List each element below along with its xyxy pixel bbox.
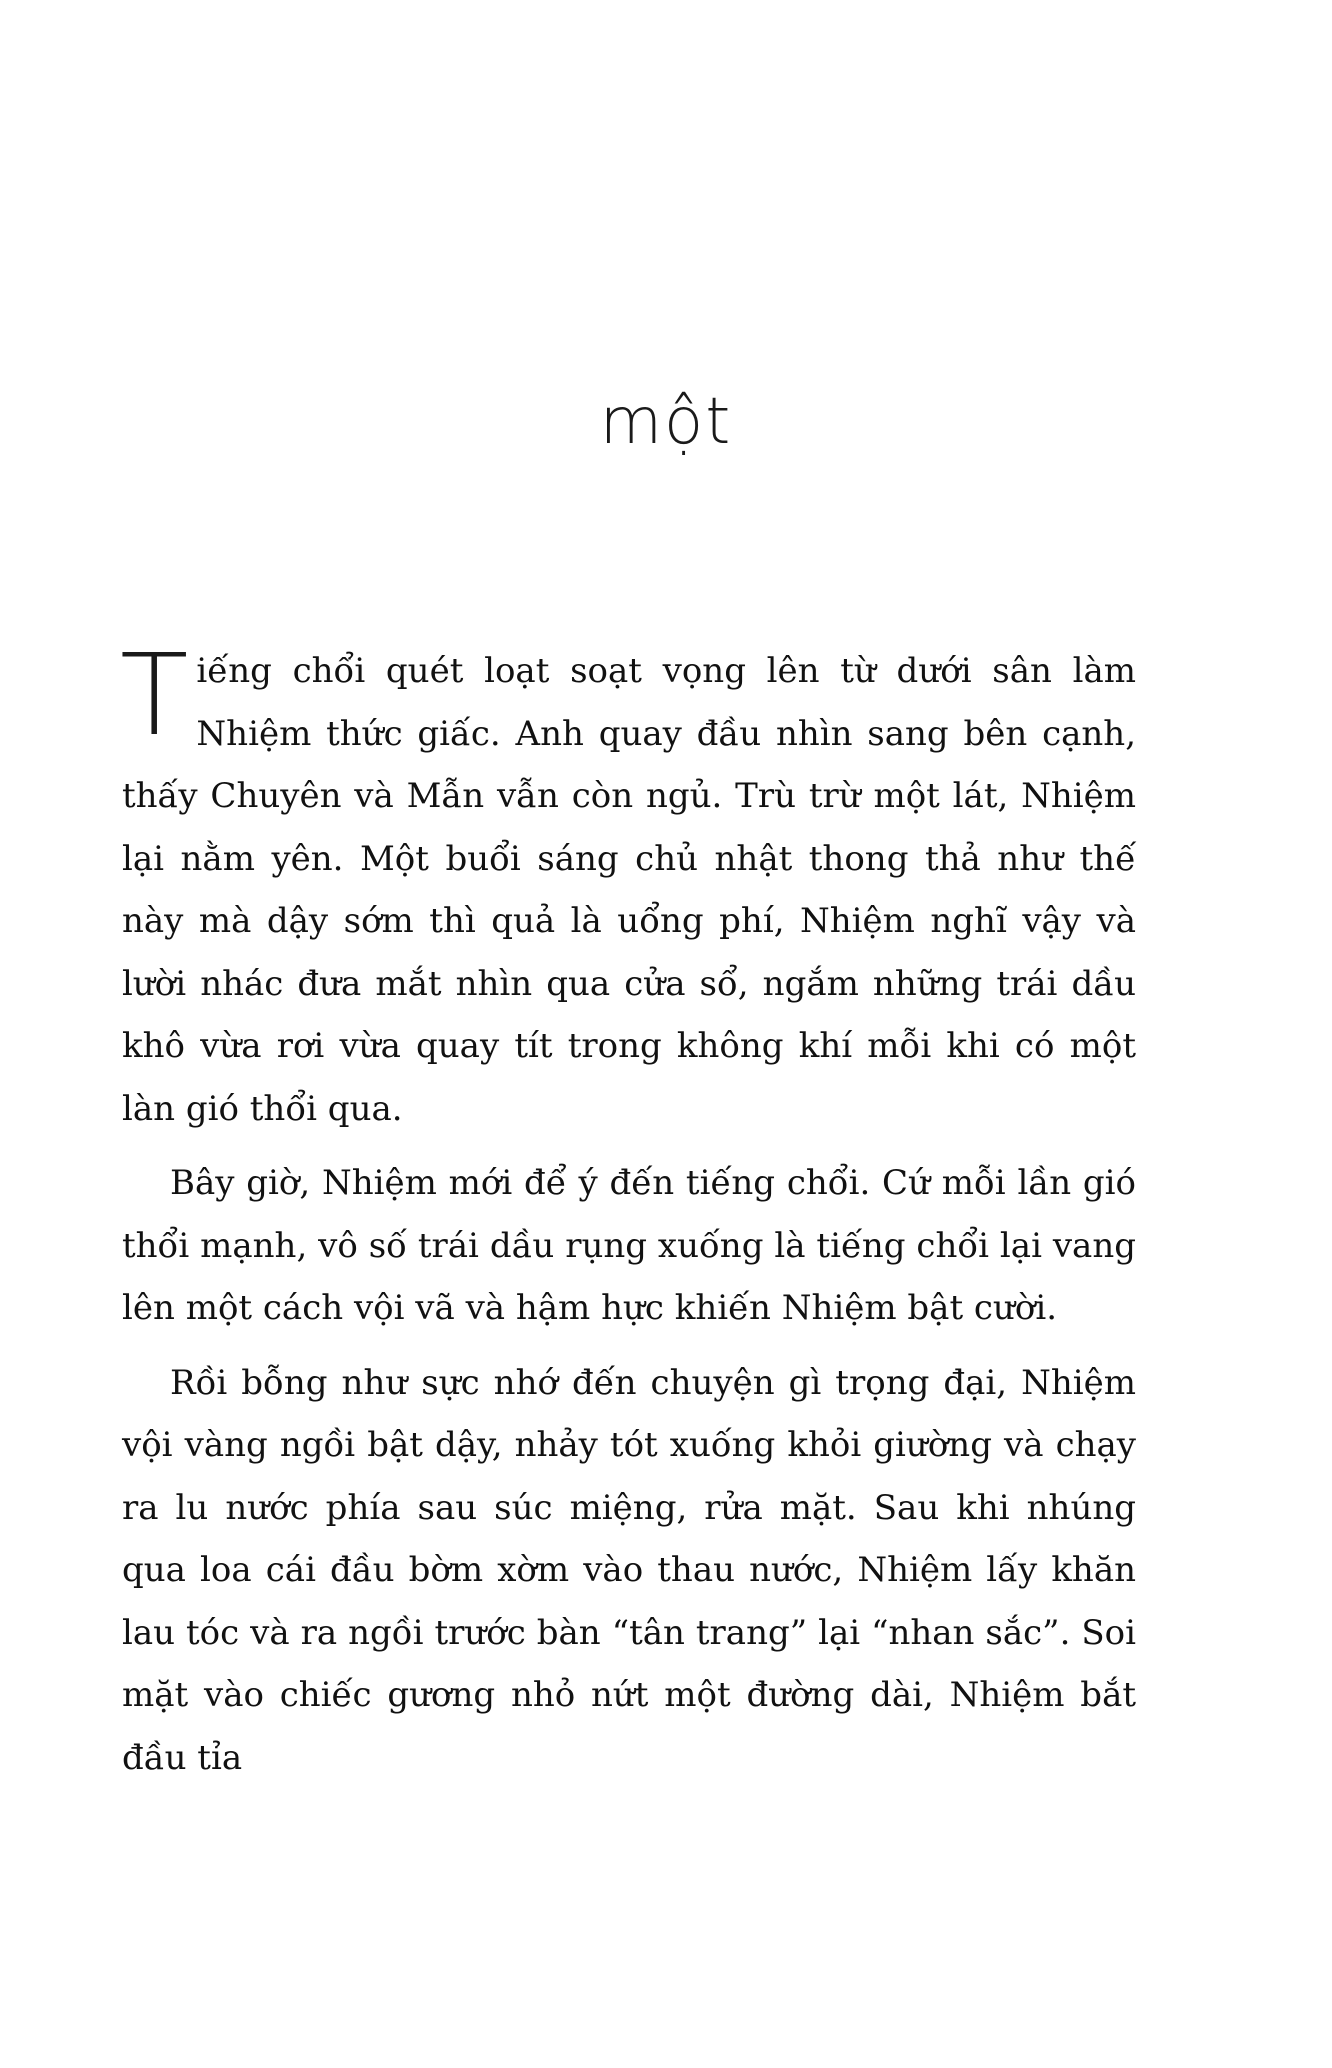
chapter-body (120, 631, 1136, 1801)
paragraph-2-text: Bây giờ, Nhiệm mới để ý đến tiếng chổi. Cứ mỗi lần gió thổi mạnh, vô số trái dầu rụng xuống là tiếng chổi lại vang lên một cách vội vã và hậm hực khiến Nhiệm bật cười. (122, 1163, 1136, 1328)
paragraph-1-text: iếng chổi quét loạt soạt vọng lên từ dưới sân làm Nhiệm thức giấc. Anh quay đầu nhìn sang bên cạnh, thấy Chuyên và Mẫn vẫn còn ngủ. Trù trừ một lát, Nhiệm lại nằm yên. Một buổi sáng chủ nhật thong thả như thế này mà dậy sớm thì quả là uổng phí, Nhiệm nghĩ vậy và lười nhác đưa mắt nhìn qua cửa sổ, ngắm những trái dầu khô vừa rơi vừa quay tít trong không khí mỗi khi có một làn gió thổi qua. (122, 651, 1136, 1129)
paragraph-2 (122, 1152, 1136, 1340)
paragraph-3-text: Rồi bỗng như sực nhớ đến chuyện gì trọng đại, Nhiệm vội vàng ngồi bật dậy, nhảy tót xuống khỏi giường và chạy ra lu nước phía sau súc miệng, rửa mặt. Sau khi nhúng qua loa cái đầu bờm xờm vào thau nước, Nhiệm lấy khăn lau tóc và ra ngồi trước bàn “tân trang” lại “nhan sắc”. Soi mặt vào chiếc gương nhỏ nứt một đường dài, Nhiệm bắt đầu tỉa (122, 1362, 1136, 1778)
paragraph-3 (122, 1352, 1136, 1790)
chapter-title: một (599, 385, 733, 459)
drop-cap: T (120, 631, 189, 761)
paragraph-1 (120, 631, 1136, 1140)
